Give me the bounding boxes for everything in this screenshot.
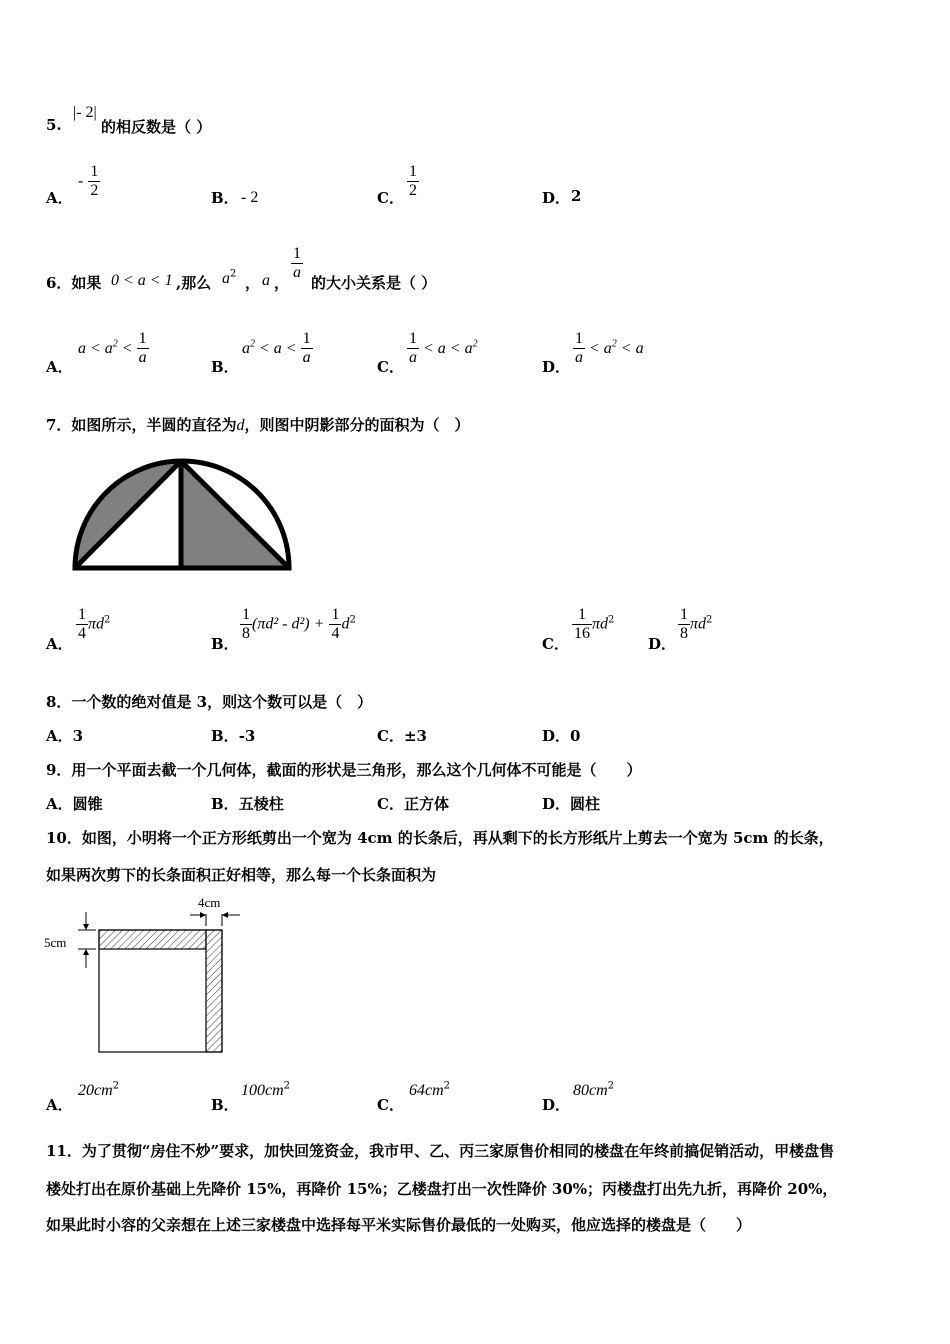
q10-option-c: $64cm^2$ bbox=[409, 1080, 451, 1099]
q11-stem-line2: 楼处打出在原价基础上先降价 15%，再降价 15%；乙楼盘打出一次性降价 30%；丙楼盘打出先九折，再降价 20%， bbox=[46, 1180, 838, 1198]
q9-option-a: A．圆锥 bbox=[46, 795, 103, 813]
q6-option-c: $\frac{1}{a}$ < $a < a^2$ bbox=[409, 330, 478, 366]
q6-option-a: $a < a^2$ < $\frac{1}{a}$ bbox=[78, 330, 147, 366]
strip-5cm bbox=[99, 930, 206, 949]
q10-option-a-label: A． bbox=[46, 1096, 73, 1114]
q5-option-c: $\frac{1}{2}$ bbox=[409, 163, 417, 199]
q6-condition: 0 < a < 1 bbox=[111, 272, 173, 289]
q5-option-b-label: B． bbox=[211, 189, 239, 207]
q10-option-c-label: C． bbox=[377, 1096, 404, 1114]
q11-stem-line3: 如果此时小容的父亲想在上述三家楼盘中选择每平米实际售价最低的一处购买，他应选择的楼盘是（ ） bbox=[46, 1216, 752, 1234]
q10-stem-line2: 如果两次剪下的长条面积正好相等，那么每一个长条面积为 bbox=[46, 866, 437, 884]
q9-stem: 9．用一个平面去截一个几何体，截面的形状是三角形，那么这个几何体不可能是（ ） bbox=[46, 761, 642, 779]
q7-option-a-label: A． bbox=[46, 635, 73, 653]
label-5cm: 5cm bbox=[44, 935, 67, 950]
q7-stem: 7．如图所示，半圆的直径为d，则图中阴影部分的面积为（ ） bbox=[46, 416, 470, 434]
q8-option-b: B．-3 bbox=[211, 727, 256, 745]
q8-option-d: D．0 bbox=[542, 727, 581, 745]
q7-option-d-label: D． bbox=[648, 635, 677, 653]
q6-option-b-label: B． bbox=[211, 358, 239, 376]
q5-stem: 的相反数是（ ） bbox=[101, 118, 212, 136]
q6-separator-1: ， bbox=[245, 274, 261, 292]
q10-option-b-label: B． bbox=[211, 1096, 239, 1114]
q6-option-d: $\frac{1}{a}$ < $a^2 < a$ bbox=[575, 330, 644, 366]
label-4cm: 4cm bbox=[198, 895, 221, 910]
q6-a: a bbox=[262, 272, 270, 289]
q5-option-c-label: C． bbox=[377, 189, 404, 207]
q10-option-b: $100cm^2$ bbox=[241, 1080, 291, 1099]
q5-option-a-label: A． bbox=[46, 189, 73, 207]
q6-option-a-label: A． bbox=[46, 358, 73, 376]
q11-stem-line1: 11．为了贯彻“房住不炒”要求，加快回笼资金，我市甲、乙、丙三家原售价相同的楼盘在年终前搞促销活动，甲楼盘售 bbox=[46, 1142, 835, 1160]
q8-option-c: C．±3 bbox=[377, 727, 427, 745]
q6-separator-2: ， bbox=[274, 274, 290, 292]
q10-option-a: $20cm^2$ bbox=[78, 1080, 120, 1099]
q10-option-d-label: D． bbox=[542, 1096, 571, 1114]
q5-option-a: - $\frac{1}{2}$ bbox=[78, 163, 99, 199]
q6-a-squared: $a^2$ bbox=[222, 268, 237, 287]
q5-number: 5. bbox=[46, 116, 62, 134]
q10-option-d: $80cm^2$ bbox=[573, 1080, 615, 1099]
q7-option-b-label: B． bbox=[211, 635, 239, 653]
q7-option-c-label: C． bbox=[542, 635, 569, 653]
q7-option-a: $\frac{1}{4}$ $\pi d^2$ bbox=[78, 606, 111, 642]
q6-option-b: $a^2 < a$ < $\frac{1}{a}$ bbox=[242, 330, 311, 366]
q5-option-d-label: D． bbox=[542, 189, 571, 207]
q5-abs-expression: |- 2| bbox=[73, 104, 97, 121]
q6-option-d-label: D． bbox=[542, 358, 571, 376]
q6-tail: 的大小关系是（ ） bbox=[311, 274, 437, 292]
q6-one-over-a: $\frac{1}{a}$ bbox=[293, 245, 301, 281]
q7-option-c: $\frac{1}{16}$ $\pi d^2$ bbox=[574, 606, 615, 642]
q7-option-b: $\frac{1}{8}$ (πd² - d²) + $\frac{1}{4}$ $d^2$ bbox=[242, 606, 356, 642]
q6-option-c-label: C． bbox=[377, 358, 404, 376]
q5-option-d: 2 bbox=[571, 187, 582, 205]
semicircle-figure bbox=[70, 452, 295, 576]
q6-number: 6．如果 bbox=[46, 274, 102, 292]
square-strip-figure bbox=[40, 892, 250, 1060]
q9-option-b: B．五棱柱 bbox=[211, 795, 284, 813]
q8-stem: 8．一个数的绝对值是 3，则这个数可以是（ ） bbox=[46, 693, 373, 711]
q6-mid: ,那么 bbox=[176, 274, 212, 292]
strip-4cm bbox=[206, 930, 222, 1052]
q7-option-d: $\frac{1}{8}$ $\pi d^2$ bbox=[680, 606, 713, 642]
q10-stem-line1: 10．如图，小明将一个正方形纸剪出一个宽为 4cm 的长条后，再从剩下的长方形纸片上剪去一个宽为 5cm 的长条， bbox=[46, 829, 834, 847]
q9-option-d: D．圆柱 bbox=[542, 795, 601, 813]
q5-option-b: - 2 bbox=[241, 189, 259, 206]
q8-option-a: A．3 bbox=[46, 727, 84, 745]
q9-option-c: C．正方体 bbox=[377, 795, 449, 813]
